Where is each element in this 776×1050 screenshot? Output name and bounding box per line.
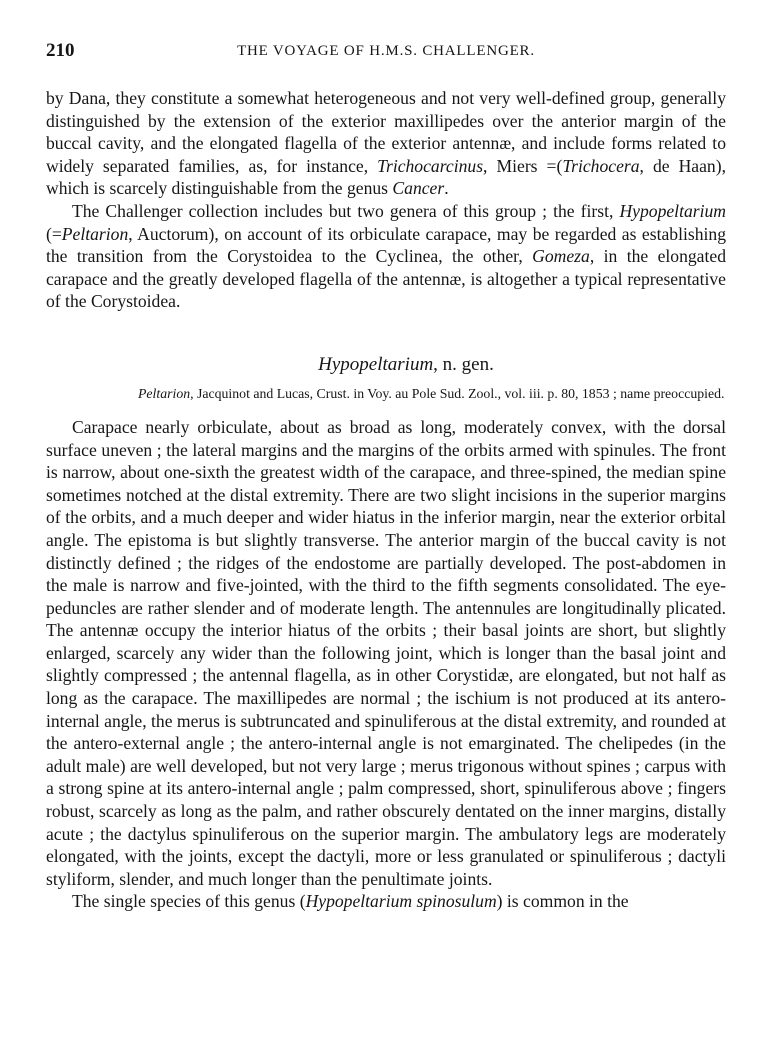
italic-taxon: Hypopeltarium [619, 200, 726, 221]
genus-suffix: , n. gen. [433, 353, 494, 375]
text-run: , Auctorum), on account of its orbiculate carapace, may be regarded as establishing the transition from the Corystoidea to the Cyclinea, the other, [46, 223, 726, 267]
italic-taxon: Hypopeltarium spinosulum [305, 891, 497, 912]
text-run: , de Haan), which is scarcely distinguishable from the genus [46, 155, 726, 199]
running-header [46, 40, 726, 66]
paragraph-collection [46, 200, 726, 313]
italic-taxon: Peltarion [61, 223, 129, 244]
reference-genus: Peltarion [138, 385, 191, 401]
text-run: The Challenger collection includes but two genera of this group ; the first, [72, 200, 620, 221]
italic-taxon: Trichocarcinus [377, 155, 484, 176]
italic-taxon: Trichocera [562, 155, 640, 176]
text-run: The single species of this genus ( [72, 891, 306, 912]
paragraph-species [46, 890, 726, 913]
text-run: , in the elongated carapace and the greatly developed flagella of the antennæ, is altogether a typical representative of the Corystoidea. [46, 246, 726, 312]
book-page [46, 40, 726, 913]
genus-heading [46, 354, 726, 376]
running-title: THE VOYAGE OF H.M.S. CHALLENGER. [237, 43, 535, 59]
italic-taxon: Cancer [392, 178, 445, 199]
text-run: by Dana, they constitute a somewhat heterogeneous and not very well-defined group, generally distinguished by the extension of the exterior maxillipedes over the anterior margin of the buccal cavity, and the elongated flagella of the exterior antennæ, and include forms related to widely separated families, as, for instance, [46, 88, 726, 176]
paragraph-continued [46, 87, 726, 200]
paragraph-description: Carapace nearly orbiculate, about as broad as long, moderately convex, with the dorsal surface uneven ; the lateral margins and the margins of the orbits armed with spinules. The front is narrow, about one-sixth the greatest width of the carapace, and three-spined, the median spine sometimes notched at the distal extremity. There are two slight incisions in the superior margins of the orbits, and a much deeper and wider hiatus in the inferior margin, near the exterior orbital angle. The epistoma is but slightly transverse. The anterior margin of the buccal cavity is not distinctly defined ; the ridges of the endostome are partially developed. The post-abdomen in the male is narrow and five-jointed, with the third to the fifth segments consolidated. The eye-peduncles are rather slender and of moderate length. The antennules are longitudinally plicated. The antennæ occupy the interior hiatus of the orbits ; their basal joints are short, but slightly enlarged, scarcely any wider than the following joint, which is longer than the basal joint and slightly compressed ; the antennal flagella, as in other Corystidæ, are elongated, but not half as long as the carapace. The maxillipedes are normal ; the ischium is not produced at its antero-internal angle, the merus is subtruncated and spinuliferous at the distal extremity, and rounded at the antero-external angle ; the antero-internal angle is not emarginated. The chelipedes (in the adult male) are well developed, but not very large ; merus trigonous without spines ; carpus with a strong spine at its antero-internal angle ; palm compressed, short, spinuliferous above ; fingers robust, scarcely as long as the palm, and rather obscurely dentated on the inner margins, distally acute ; the dactylus spinuliferous on the superior margin. The ambulatory legs are moderately elongated, with the joints, except the dactyli, more or less granulated or spinuliferous ; dactyli styliform, slender, and much longer than the penultimate joints. [46, 416, 726, 889]
text-run: , Miers =( [483, 155, 563, 176]
genus-name: Hypopeltarium [318, 353, 434, 375]
reference-text: , Jacquinot and Lucas, Crust. in Voy. au Pole Sud. Zool., vol. iii. p. 80, 1853 ; name preoccupied. [190, 385, 725, 401]
italic-taxon: Gomeza [532, 246, 590, 267]
page-number: 210 [46, 40, 75, 61]
text-run: ) is common in the [496, 891, 629, 912]
text-run: (= [46, 223, 62, 244]
synonymy-reference [138, 384, 726, 403]
text-run: . [444, 178, 449, 199]
